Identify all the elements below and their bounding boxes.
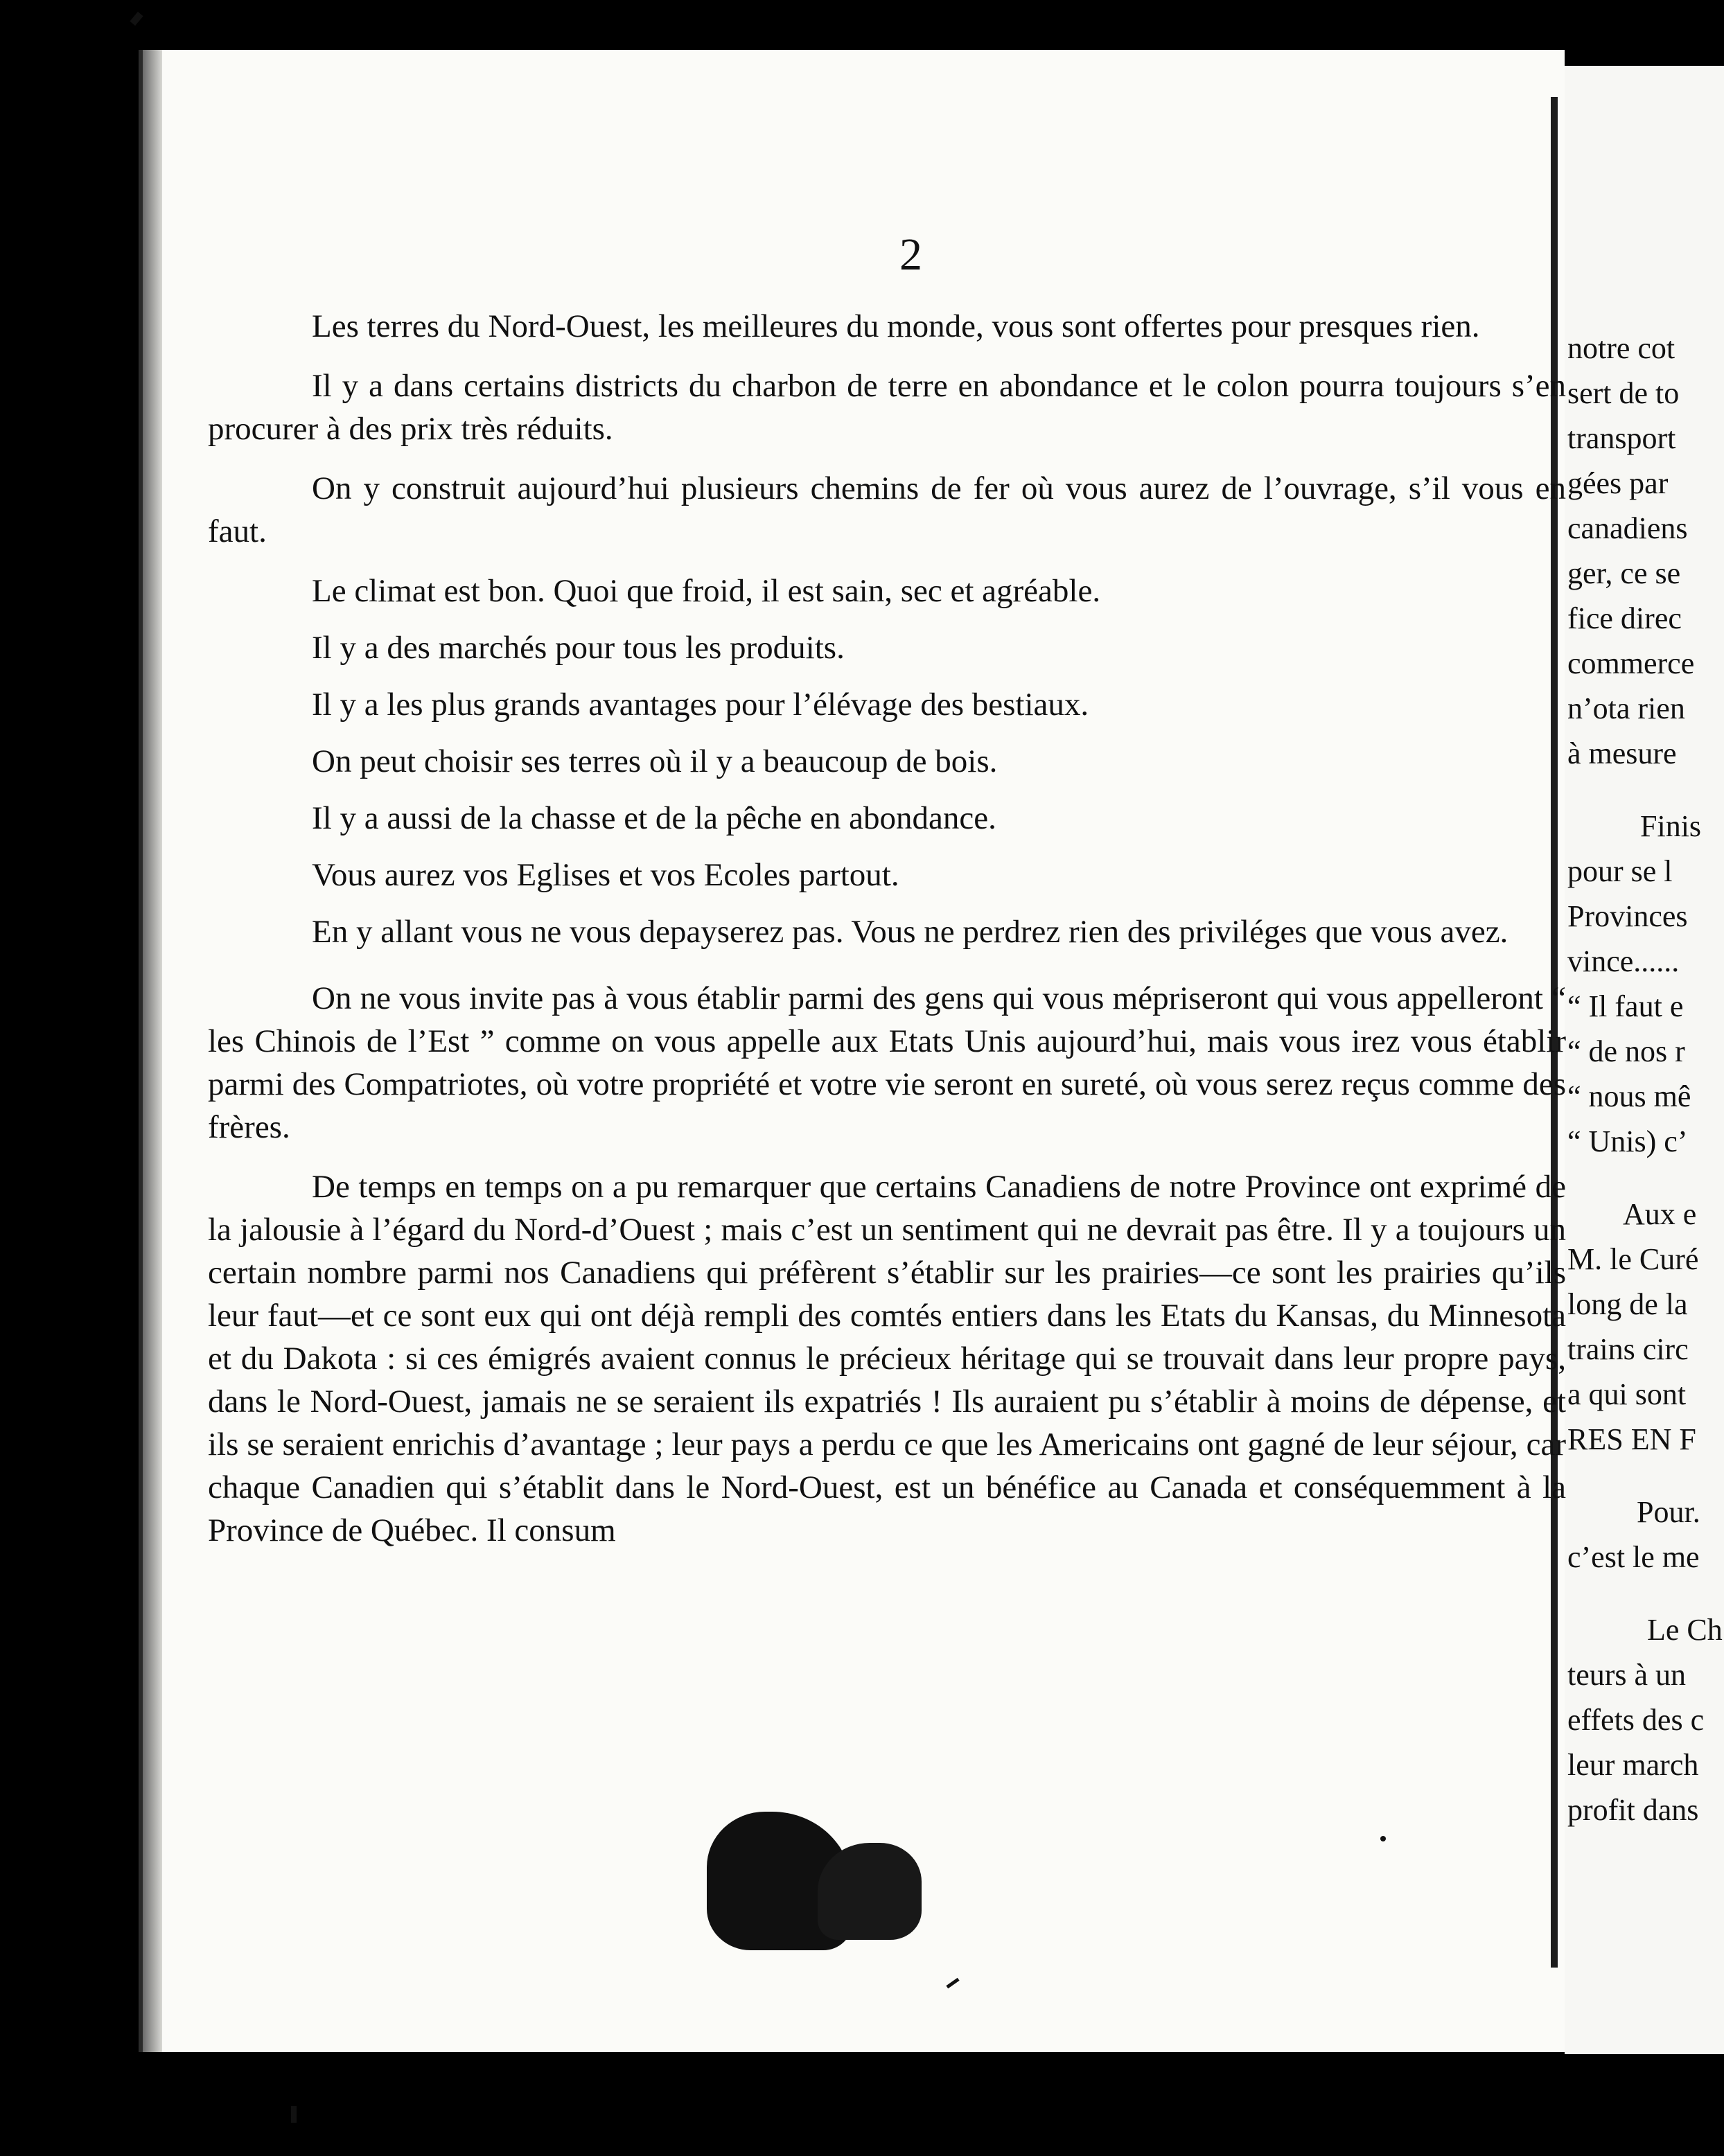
right-page-line: long de la bbox=[1567, 1287, 1688, 1321]
right-page-line: profit dans bbox=[1567, 1793, 1699, 1827]
right-page-line: a qui sont bbox=[1567, 1377, 1687, 1411]
right-page-line: teurs à un bbox=[1567, 1658, 1687, 1692]
paragraph: On ne vous invite pas à vous établir parmi des gens qui vous mépriseront qui vous appelleront “ les Chinois de l’Est ” comme on vous appelle aux Etats Unis aujourd’hui, mais vous irez vous établir parmi des Compatriotes, où votre propriété et votre vie seront en sureté, où vous serez reçus comme des frères. bbox=[208, 980, 1566, 1145]
right-page-line: Provinces bbox=[1567, 899, 1688, 933]
right-page-spacer bbox=[1567, 776, 1724, 804]
right-page-line: “ Unis) c’ bbox=[1567, 1124, 1688, 1158]
right-page-text bbox=[1567, 326, 1724, 1832]
right-page-line: effets des c bbox=[1567, 1703, 1705, 1737]
paragraph: Il y a dans certains districts du charbon de terre en abondance et le colon pourra toujours s’en procurer à des prix très réduits. bbox=[208, 368, 1566, 447]
right-page-line: pour se l bbox=[1567, 854, 1673, 888]
right-page-line: c’est le me bbox=[1567, 1540, 1700, 1574]
paragraph: Les terres du Nord-Ouest, les meilleures du monde, vous sont offertes pour presques rien. bbox=[312, 308, 1480, 344]
right-page-line: transport bbox=[1567, 421, 1676, 455]
paragraph: Le climat est bon. Quoi que froid, il est sain, sec et agréable. bbox=[312, 573, 1101, 609]
right-page-line: n’ota rien bbox=[1567, 691, 1685, 725]
paragraph: On peut choisir ses terres où il y a beaucoup de bois. bbox=[312, 743, 998, 779]
right-page-line: Pour. bbox=[1637, 1495, 1700, 1529]
paragraph: Il y a des marchés pour tous les produits. bbox=[312, 630, 845, 666]
right-page-line: trains circ bbox=[1567, 1332, 1689, 1366]
right-page-line: fice direc bbox=[1567, 601, 1682, 635]
paragraph: Il y a aussi de la chasse et de la pêche en abondance. bbox=[312, 800, 996, 836]
right-page-line: “ nous mê bbox=[1567, 1079, 1691, 1113]
right-page-spacer bbox=[1567, 1164, 1724, 1192]
right-page-line: gées par bbox=[1567, 466, 1669, 500]
right-page-line: vince...... bbox=[1567, 944, 1680, 978]
right-page-line: commerce bbox=[1567, 646, 1695, 680]
paragraph: Il y a les plus grands avantages pour l’élévage des bestiaux. bbox=[312, 687, 1089, 723]
paragraph: En y allant vous ne vous depayserez pas. Vous ne perdrez rien des priviléges que vous avez. bbox=[312, 914, 1508, 950]
page-number: 2 bbox=[899, 229, 922, 280]
right-page-line: à mesure bbox=[1567, 736, 1677, 770]
right-page-spacer bbox=[1567, 1580, 1724, 1607]
right-page-line: M. le Curé bbox=[1567, 1242, 1699, 1276]
right-page-line: leur march bbox=[1567, 1748, 1699, 1782]
paragraph: De temps en temps on a pu remarquer que certains Canadiens de notre Province ont exprimé de la jalousie à l’égard du Nord-d’Ouest ; mais c’est un sentiment qui ne devrait pas être. Il y a toujours un certain nombre parmi nos Canadiens qui préfèrent s’établir sur les prairies—ce sont les prairies qu’ils leur faut—et ce sont eux qui ont déjà rempli des comtés entiers dans les Etats du Kansas, du Minnesota et du Dakota : si ces émigrés avaient connus le précieux héritage qui se trouvait dans leur propre pays, dans le Nord-Ouest, jamais ne se seraient ils expatriés ! Ils auraient pu s’établir à moins de dépense, et ils se seraient enrichis d’avantage ; leur pays a perdu ce que les Americains ont gagné de leur séjour, car chaque Canadien qui s’établit dans le Nord-Ouest, est un bénéfice au Canada et conséquemment à la Province de Québec. Il consum bbox=[208, 1169, 1566, 1548]
page-edge-shadow bbox=[143, 50, 162, 2052]
right-page-line: “ Il faut e bbox=[1567, 989, 1684, 1023]
right-page-line: Le Ch bbox=[1647, 1613, 1723, 1647]
right-page-line: Aux e bbox=[1623, 1197, 1697, 1231]
right-page-spacer bbox=[1567, 1462, 1724, 1490]
ink-blot bbox=[818, 1843, 922, 1940]
scan-speck bbox=[291, 2106, 297, 2123]
right-page-line: ger, ce se bbox=[1567, 556, 1681, 590]
right-page-line: notre cot bbox=[1567, 331, 1675, 365]
paragraph: On y construit aujourd’hui plusieurs chemins de fer où vous aurez de l’ouvrage, s’il vous en faut. bbox=[208, 470, 1566, 549]
body-text bbox=[208, 305, 1566, 1569]
right-page-line: “ de nos r bbox=[1567, 1034, 1685, 1068]
right-page-line: Finis bbox=[1640, 809, 1702, 843]
right-page-line: RES EN F bbox=[1567, 1422, 1696, 1456]
scan-speck bbox=[1380, 1836, 1386, 1841]
right-page-line: sert de to bbox=[1567, 376, 1680, 410]
right-page-line: canadiens bbox=[1567, 511, 1688, 545]
paragraph: Vous aurez vos Eglises et vos Ecoles partout. bbox=[312, 857, 899, 893]
